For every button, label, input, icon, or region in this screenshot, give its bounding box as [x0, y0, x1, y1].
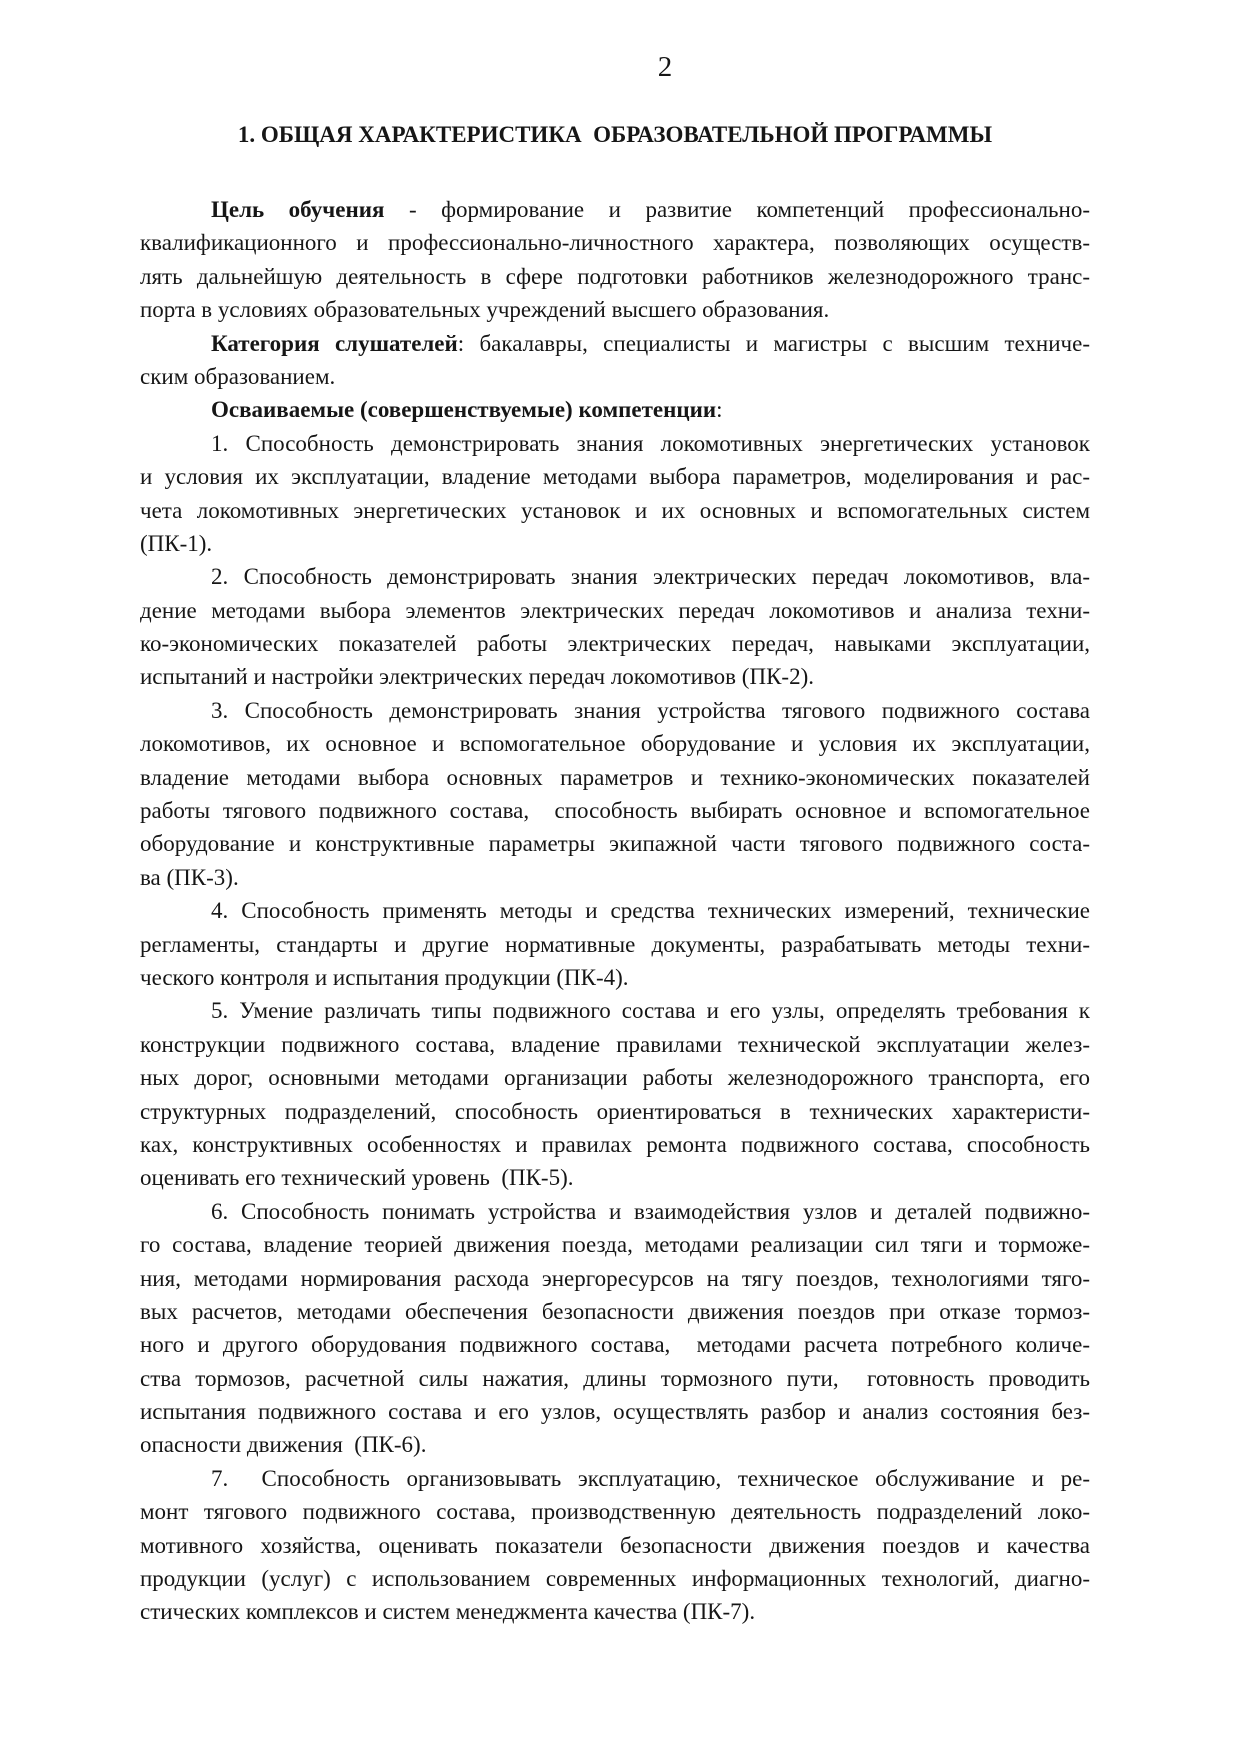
- text-line: ства тормозов, расчетной силы нажатия, длины тормозного пути, готовность проводить: [140, 1365, 1090, 1391]
- text-line: владение методами выбора основных параметров и технико-экономических показателей: [140, 764, 1090, 790]
- paragraph: [140, 1462, 1090, 1629]
- text-line: ных дорог, основными методами организации работы железнодорожного транспорта, его: [140, 1065, 1090, 1091]
- text-line: [140, 393, 1090, 426]
- text-line: 3. Способность демонстрировать знания устройства тягового подвижного состава: [211, 697, 1090, 723]
- text-line: лять дальнейшую деятельность в сфере подготовки работников железнодорожного транс-: [140, 263, 1090, 289]
- text-line: ния, методами нормирования расхода энергоресурсов на тягу поездов, технологиями тяго-: [140, 1265, 1090, 1291]
- text-line: конструкции подвижного состава, владение правилами технической эксплуатации желез-: [140, 1031, 1090, 1057]
- line-text: :: [716, 397, 723, 423]
- text-line: стических комплексов и систем менеджмента качества (ПК-7).: [140, 1599, 756, 1625]
- text-line: го состава, владение теорией движения поезда, методами реализации сил тяги и торможе-: [140, 1232, 1090, 1258]
- text-line: работы тягового подвижного состава, способность выбирать основное и вспомогательное: [140, 798, 1090, 824]
- paragraph: [140, 327, 1090, 394]
- text-line: ках, конструктивных особенностях и правилах ремонта подвижного состава, способность: [140, 1131, 1090, 1157]
- text-line: ного и другого оборудования подвижного состава, методами расчета потребного количе-: [140, 1332, 1090, 1358]
- text-line: оценивать его технический уровень (ПК-5).: [140, 1165, 574, 1191]
- text-line: 4. Способность применять методы и средства технических измерений, технические: [211, 898, 1090, 924]
- text-line: ва (ПК-3).: [140, 864, 239, 890]
- text-line: испытаний и настройки электрических передач локомотивов (ПК-2).: [140, 664, 814, 690]
- text-line: [140, 327, 1090, 360]
- text-line: (ПК-1).: [140, 530, 213, 556]
- text-line: [140, 193, 1090, 226]
- text-line: вых расчетов, методами обеспечения безопасности движения поездов при отказе тормоз-: [140, 1298, 1090, 1324]
- text-line: мотивного хозяйства, оценивать показатели безопасности движения поездов и качества: [140, 1532, 1090, 1558]
- paragraph: [140, 427, 1090, 561]
- text-line: порта в условиях образовательных учреждений высшего образования.: [140, 297, 830, 323]
- text-line: квалификационного и профессионально-личностного характера, позволяющих осуществ-: [140, 230, 1090, 256]
- text-line: 1. Способность демонстрировать знания локомотивных энергетических установок: [211, 430, 1090, 456]
- paragraph: [140, 994, 1090, 1194]
- text-line: регламенты, стандарты и другие нормативные документы, разрабатывать методы техни-: [140, 931, 1090, 957]
- paragraph: [140, 393, 1090, 426]
- line-text: - формирование и развитие компетенций профессионально-: [384, 197, 1091, 222]
- text-line: оборудование и конструктивные параметры экипажной части тягового подвижного соста-: [140, 831, 1090, 857]
- bold-lead: Категория слушателей: [211, 330, 458, 356]
- paragraph: [140, 894, 1090, 994]
- paragraph: [140, 694, 1090, 894]
- text-line: 6. Способность понимать устройства и взаимодействия узлов и деталей подвижно-: [211, 1198, 1090, 1224]
- text-line: локомотивов, их основное и вспомогательное оборудование и условия их эксплуатации,: [140, 731, 1090, 757]
- text-line: монт тягового подвижного состава, производственную деятельность подразделений локо-: [140, 1499, 1090, 1525]
- text-line: чета локомотивных энергетических установок и их основных и вспомогательных систем: [140, 497, 1090, 523]
- paragraph: [140, 560, 1090, 694]
- text-line: ским образованием.: [140, 363, 336, 389]
- bold-lead: Осваиваемые (совершенствуемые) компетенции: [211, 397, 717, 423]
- text-line: 5. Умение различать типы подвижного состава и его узлы, определять требования к: [211, 998, 1090, 1024]
- text-line: 7. Способность организовывать эксплуатацию, техническое обслуживание и ре-: [211, 1465, 1090, 1491]
- paragraph: [140, 1195, 1090, 1462]
- text-line: ческого контроля и испытания продукции (ПК-4).: [140, 964, 629, 990]
- bold-lead: Цель обучения: [211, 197, 385, 222]
- text-line: испытания подвижного состава и его узлов, осуществлять разбор и анализ состояния без-: [140, 1399, 1090, 1425]
- text-line: ко-экономических показателей работы электрических передач, навыками эксплуатации,: [140, 631, 1090, 657]
- paragraphs: [140, 193, 1090, 1629]
- document-title: 1. ОБЩАЯ ХАРАКТЕРИСТИКА ОБРАЗОВАТЕЛЬНОЙ ПРОГРАММЫ: [237, 122, 993, 147]
- line-text: : бакалавры, специалисты и магистры с высшим техниче-: [457, 330, 1090, 356]
- text-line: 2. Способность демонстрировать знания электрических передач локомотивов, вла-: [211, 564, 1090, 590]
- text-line: дение методами выбора элементов электрических передач локомотивов и анализа техни-: [140, 597, 1090, 623]
- text-line: продукции (услуг) с использованием современных информационных технологий, диагно-: [140, 1566, 1090, 1592]
- paragraph: [140, 193, 1090, 327]
- page-number: 2: [657, 51, 673, 83]
- text-line: структурных подразделений, способность ориентироваться в технических характеристи-: [140, 1098, 1090, 1124]
- text-line: опасности движения (ПК-6).: [140, 1432, 427, 1458]
- text-line: и условия их эксплуатации, владение методами выбора параметров, моделирования и рас-: [140, 464, 1090, 490]
